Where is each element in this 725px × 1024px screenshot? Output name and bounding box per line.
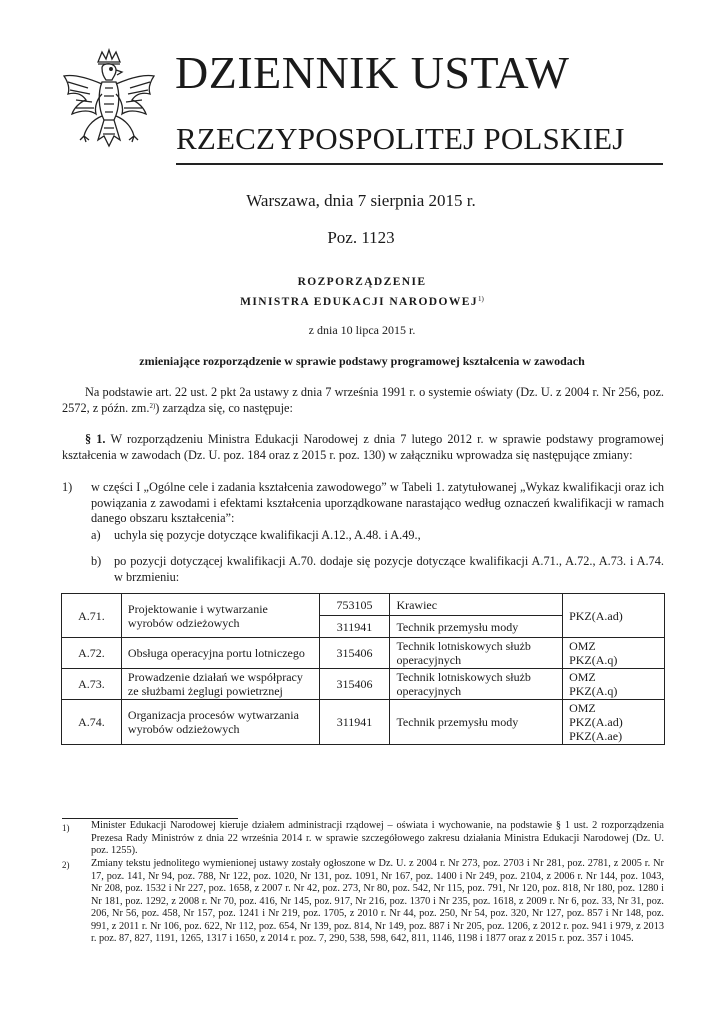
act-type: ROZPORZĄDZENIE xyxy=(297,276,427,288)
profession-name: Krawiec xyxy=(390,594,563,616)
paragraph-1-label: § 1. xyxy=(85,432,106,446)
item-a-text: uchyla się pozycje dotyczące kwalifikacji A.12., A.48. i A.49., xyxy=(114,528,421,542)
preamble-text-b: ) zarządza się, co następuje: xyxy=(155,400,293,415)
profession-name: Technik przemysłu mody xyxy=(390,700,563,745)
qualification-name: Obsługa operacyjna portu lotniczego xyxy=(121,638,319,669)
table-row xyxy=(62,594,665,616)
qualification-name: Organizacja procesów wytwarzania wyrobów odzieżowych xyxy=(121,700,319,745)
item-1-text: w części I „Ogólne cele i zadania kształcenia zawodowego” w Tabeli 1. zatytułowanej „Wykaz kwalifikacji oraz ich powiązania z zawodami i efektami kształcenia uporządkowane narastająco według oznaczeń kwalifikacji w ramach danego obszaru kształcenia”: xyxy=(91,480,664,525)
preamble xyxy=(62,385,664,416)
qualification-code: A.74. xyxy=(62,700,122,745)
paragraph-1-text: W rozporządzeniu Ministra Edukacji Narodowej z dnia 7 lutego 2012 r. w sprawie podstawy programowej kształcenia w zawodach (Dz. U. poz. 184 oraz z 2015 r. poz. 130) w załączniku wprowadza się następujące zmiany: xyxy=(62,432,664,462)
item-b-letter: b) xyxy=(91,554,102,568)
table-row xyxy=(62,700,665,745)
qualification-code: A.72. xyxy=(62,638,122,669)
profession-name: Technik lotniskowych służb operacyjnych xyxy=(390,638,563,669)
footnote-text: Minister Edukacji Narodowej kieruje działem administracji rządowej – oświata i wychowanie, na podstawie § 1 ust. 2 rozporządzenia Prezesa Rady Ministrów z dnia 22 września 2014 r. w sprawie szczegółowego zakresu działania Ministra Edukacji Narodowej (Dz. U. poz. 1255). xyxy=(91,820,664,856)
act-date: z dnia 10 lipca 2015 r. xyxy=(308,323,416,337)
paragraph-1 xyxy=(62,432,664,463)
act-issuer-text: MINISTRA EDUKACJI NARODOWEJ xyxy=(240,296,478,308)
profession-code: 315406 xyxy=(319,638,390,669)
masthead-rule xyxy=(176,163,663,165)
pkz-code xyxy=(563,669,665,700)
profession-code: 753105 xyxy=(319,594,390,616)
footnote-ref-1: 1) xyxy=(477,295,484,303)
footnote-number: 2) xyxy=(62,860,70,870)
profession-code: 311941 xyxy=(319,700,390,745)
profession-name: Technik lotniskowych służb operacyjnych xyxy=(390,669,563,700)
publication-date: Warszawa, dnia 7 sierpnia 2015 r. xyxy=(246,191,476,210)
preamble-text-a: Na podstawie art. 22 ust. 2 pkt 2a ustawy z dnia 7 września 1991 r. o systemie oświaty (Dz. U. z 2004 r. Nr 256, poz. 2572, z późn. zm. xyxy=(62,385,664,415)
pkz-code: PKZ(A.ad) xyxy=(563,594,665,638)
profession-name: Technik przemysłu mody xyxy=(390,616,563,638)
gazette-subtitle: RZECZYPOSPOLITEJ POLSKIEJ xyxy=(176,121,625,156)
act-issuer xyxy=(62,295,662,308)
pkz-code-value: PKZ(A.q) xyxy=(569,653,618,667)
qualification-code: A.71. xyxy=(62,594,122,638)
qualification-name: Prowadzenie działań we współpracy ze służbami żeglugi powietrznej xyxy=(121,669,319,700)
pkz-code-value: PKZ(A.q) xyxy=(569,684,618,698)
pkz-code-value: PKZ(A.ad) xyxy=(569,715,623,729)
table-row xyxy=(62,638,665,669)
qualifications-table xyxy=(61,593,665,745)
omz-code: OMZ xyxy=(569,701,596,715)
qualification-code: A.73. xyxy=(62,669,122,700)
item-b-text: po pozycji dotyczącej kwalifikacji A.70. dodaje się pozycje dotyczące kwalifikacji A.71., A.72., A.73. i A.74. w brzmieniu: xyxy=(114,554,664,584)
polish-eagle-emblem xyxy=(58,48,160,160)
table-row xyxy=(62,669,665,700)
omz-code: OMZ xyxy=(569,639,596,653)
footnote-number: 1) xyxy=(62,823,70,833)
footnote-ref-2: 2) xyxy=(149,401,156,410)
act-subject: zmieniające rozporządzenie w sprawie podstawy programowej kształcenia w zawodach xyxy=(139,354,585,368)
profession-code: 315406 xyxy=(319,669,390,700)
footnote-text: Zmiany tekstu jednolitego wymienionej ustawy zostały ogłoszone w Dz. U. z 2004 r. Nr 273, poz. 2703 i Nr 281, poz. 2781, z 2005 r. Nr 17, poz. 141, Nr 94, poz. 788, Nr 122, poz. 1020, Nr 131, poz. 1091, Nr 167, poz. 1400 i Nr 249, poz. 2104, z 2006 r. Nr 144, poz. 1043, Nr 208, poz. 1532 i Nr 227, poz. 1658, z 2007 r. Nr 42, poz. 273, Nr 80, poz. 542, Nr 115, poz. 791, Nr 120, poz. 818, Nr 180, poz. 1280 i Nr 181, poz. 1292, z 2008 r. Nr 70, poz. 416, Nr 145, poz. 917, Nr 216, poz. 1370 i Nr 235, poz. 1618, z 2009 r. Nr 6, poz. 33, Nr 31, poz. 206, Nr 56, poz. 458, Nr 157, poz. 1241 i Nr 219, poz. 1705, z 2010 r. Nr 44, poz. 250, Nr 54, poz. 320, Nr 127, poz. 857 i Nr 148, poz. 991, z 2011 r. Nr 106, poz. 622, Nr 112, poz. 654, Nr 139, poz. 814, Nr 149, poz. 887 i Nr 205, poz. 1206, z 2012 r. poz. 941 i 979, z 2013 r. poz. 87, 827, 1191, 1265, 1317 i 1650, z 2014 r. poz. 7, 290, 538, 598, 642, 811, 1146, 1198 i 1877 oraz z 2015 r. poz. 357 i 1045. xyxy=(91,858,664,944)
gazette-title: DZIENNIK USTAW xyxy=(175,47,570,98)
footnote-separator xyxy=(62,818,238,819)
omz-code: OMZ xyxy=(569,670,596,684)
pkz-code xyxy=(563,638,665,669)
pkz-code-value: PKZ(A.ae) xyxy=(569,729,623,743)
qualification-name: Projektowanie i wytwarzanie wyrobów odzieżowych xyxy=(121,594,319,638)
profession-code: 311941 xyxy=(319,616,390,638)
pkz-code xyxy=(563,700,665,745)
item-a-letter: a) xyxy=(91,528,101,542)
item-1-number: 1) xyxy=(62,480,73,494)
position-number: Poz. 1123 xyxy=(327,228,395,247)
